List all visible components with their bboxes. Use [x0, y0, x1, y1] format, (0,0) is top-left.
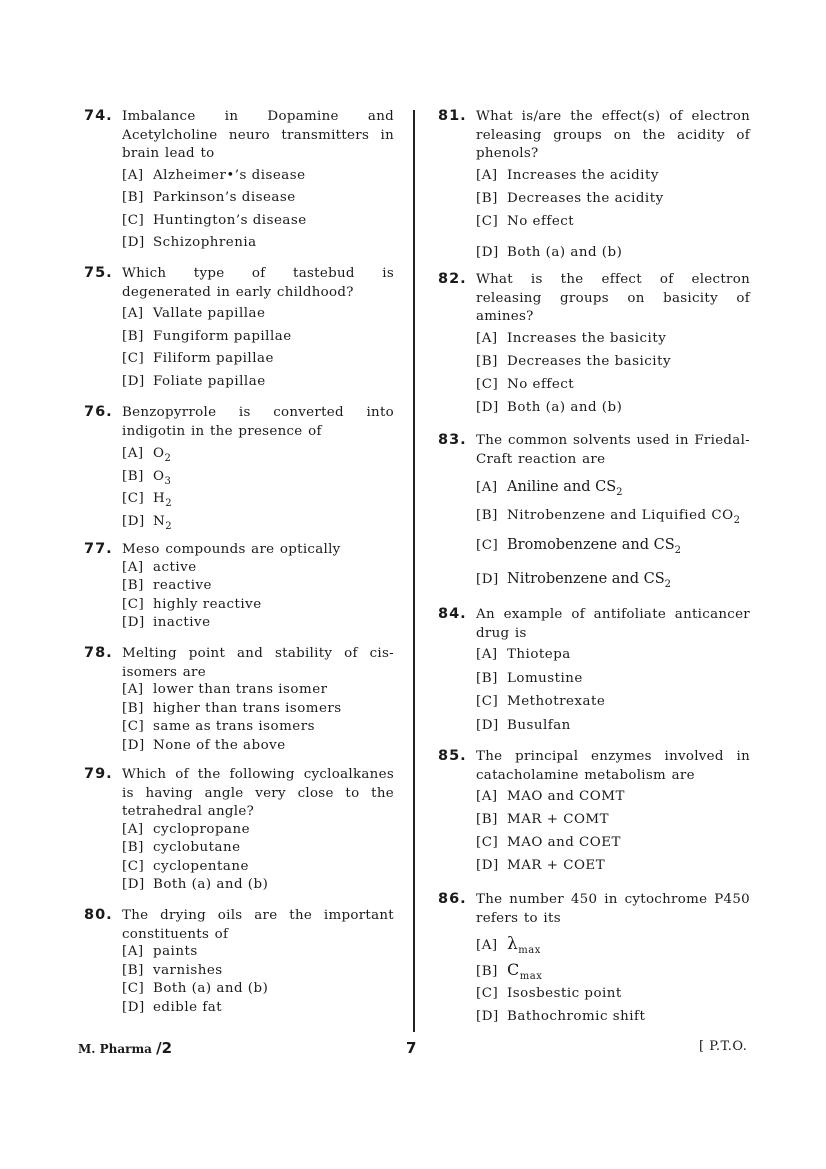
option-a: [A] Vallate papillae — [122, 306, 266, 321]
option-a: [A] active — [122, 559, 197, 575]
option-b: [B] Nitrobenzene and Liquified $CO_2$ — [476, 508, 741, 526]
question-number: 75. — [84, 265, 113, 281]
question-84 — [438, 606, 750, 741]
question-text: Imbalance in Dopamine and Acetylcholine neuro transmitters in brain lead to — [122, 109, 394, 161]
question-74 — [84, 108, 394, 258]
option-d: [D] Both (a) and (b) — [476, 399, 623, 415]
option-c: [C] same as trans isomers — [122, 719, 315, 734]
option-d: [D] MAR + COET — [476, 858, 606, 873]
option-d: [D] $N_2$ — [122, 513, 173, 532]
question-number: 82. — [438, 271, 467, 287]
option-c: [C] cyclopentane — [122, 858, 249, 874]
question-text: Benzopyrrole is converted into indigotin in the presence of — [122, 405, 394, 439]
option-c: [C] Methotrexate — [476, 694, 606, 709]
question-number: 74. — [84, 108, 113, 124]
question-number: 84. — [438, 606, 467, 622]
option-c: [C] Bromobenzene and $CS_2$ — [476, 537, 682, 556]
question-text: Which of the following cycloalkanes is having angle very close to the tetrahedral angle? — [122, 767, 394, 819]
question-number: 85. — [438, 748, 467, 764]
option-c: [C] highly reactive — [122, 596, 262, 612]
question-78 — [84, 645, 394, 756]
question-text: An example of antifoliate anticancer drug is — [476, 607, 750, 641]
option-a: [A] lower than trans isomer — [122, 682, 328, 697]
question-number: 76. — [84, 404, 113, 420]
option-d: [D] Nitrobenzene and $CS_2$ — [476, 571, 672, 590]
option-b: [B] MAR + COMT — [476, 812, 610, 827]
footer-course — [78, 1039, 172, 1057]
option-b: [B] $C_{max}$ — [476, 960, 543, 982]
option-c: [C] No effect — [476, 213, 575, 229]
question-number: 78. — [84, 645, 113, 661]
question-80 — [84, 907, 394, 1018]
question-number: 81. — [438, 108, 467, 124]
option-c: [C] Filiform papillae — [122, 351, 274, 366]
option-b: [B] $O_3$ — [122, 468, 172, 487]
question-77 — [84, 541, 394, 634]
question-number: 77. — [84, 541, 113, 557]
option-b: [B] Fungiform papillae — [122, 328, 292, 344]
paper-number: /2 — [156, 1039, 173, 1057]
option-b: [B] cyclobutane — [122, 840, 241, 855]
option-d: [D] Bathochromic shift — [476, 1009, 646, 1024]
option-c: [C] Isosbestic point — [476, 986, 622, 1001]
option-a: [A] Aniline and $CS_2$ — [476, 479, 624, 498]
option-a: [A] paints — [122, 944, 198, 959]
option-d: [D] Foliate papillae — [122, 373, 266, 389]
question-text: The common solvents used in Friedal-Craft reaction are — [476, 433, 750, 467]
question-text: The number 450 in cytochrome P450 refers to its — [476, 892, 750, 926]
question-86 — [438, 891, 750, 1032]
option-a: [A] Thiotepa — [476, 647, 571, 662]
option-b: [B] Decreases the acidity — [476, 190, 664, 206]
question-number: 83. — [438, 432, 467, 448]
option-a: [A] Increases the acidity — [476, 167, 659, 183]
option-c: [C] Huntington’s disease — [122, 212, 307, 228]
option-d: [D] inactive — [122, 615, 211, 630]
option-b: [B] Lomustine — [476, 670, 583, 686]
question-text: The drying oils are the important constituents of — [122, 908, 394, 942]
question-81 — [438, 108, 750, 267]
question-82 — [438, 271, 750, 423]
option-d: [D] Busulfan — [476, 717, 571, 733]
option-b: [B] varnishes — [122, 962, 223, 978]
option-d: [D] edible fat — [122, 999, 223, 1015]
question-text: Which type of tastebud is degenerated in early childhood? — [122, 266, 394, 300]
option-c: [C] MAO and COET — [476, 835, 621, 850]
page-number: 7 — [406, 1039, 417, 1057]
pto-label: [ P.T.O. — [699, 1039, 748, 1054]
option-b: [B] higher than trans isomers — [122, 700, 342, 716]
question-text: Meso compounds are optically — [122, 542, 341, 557]
question-text: What is the effect of electron releasing groups on basicity of amines? — [476, 272, 750, 324]
question-text: The principal enzymes involved in catacholamine metabolism are — [476, 749, 750, 783]
option-a: [A] $\lambda_{max}$ — [476, 934, 541, 956]
option-c: [C] Both (a) and (b) — [122, 981, 269, 996]
option-a: [A] MAO and COMT — [476, 789, 625, 804]
option-a: [A] cyclopropane — [122, 821, 251, 837]
option-d: [D] Both (a) and (b) — [476, 244, 623, 260]
option-c: [C] $H_2$ — [122, 491, 173, 509]
question-85 — [438, 748, 750, 881]
question-76 — [84, 404, 394, 536]
question-83 — [438, 432, 750, 600]
option-a: [A] Increases the basicity — [476, 330, 667, 346]
question-79 — [84, 766, 394, 896]
question-text: Melting point and stability of cis-isomers are — [122, 646, 394, 680]
option-a: [A] Alzheimer•’s disease — [122, 167, 306, 183]
question-number: 86. — [438, 891, 467, 907]
option-b: [B] Parkinson’s disease — [122, 190, 296, 205]
question-number: 79. — [84, 766, 113, 782]
question-number: 80. — [84, 907, 113, 923]
option-d: [D] Schizophrenia — [122, 235, 257, 250]
option-c: [C] No effect — [476, 376, 575, 392]
course-name: M. Pharma — [78, 1042, 152, 1056]
question-75 — [84, 265, 394, 396]
column-divider — [413, 110, 415, 1032]
question-text: What is/are the effect(s) of electron releasing groups on the acidity of phenols? — [476, 109, 750, 161]
option-a: [A] $O_2$ — [122, 446, 172, 464]
option-d: [D] None of the above — [122, 737, 286, 753]
option-b: [B] Decreases the basicity — [476, 353, 672, 369]
option-d: [D] Both (a) and (b) — [122, 877, 269, 892]
option-b: [B] reactive — [122, 578, 212, 593]
